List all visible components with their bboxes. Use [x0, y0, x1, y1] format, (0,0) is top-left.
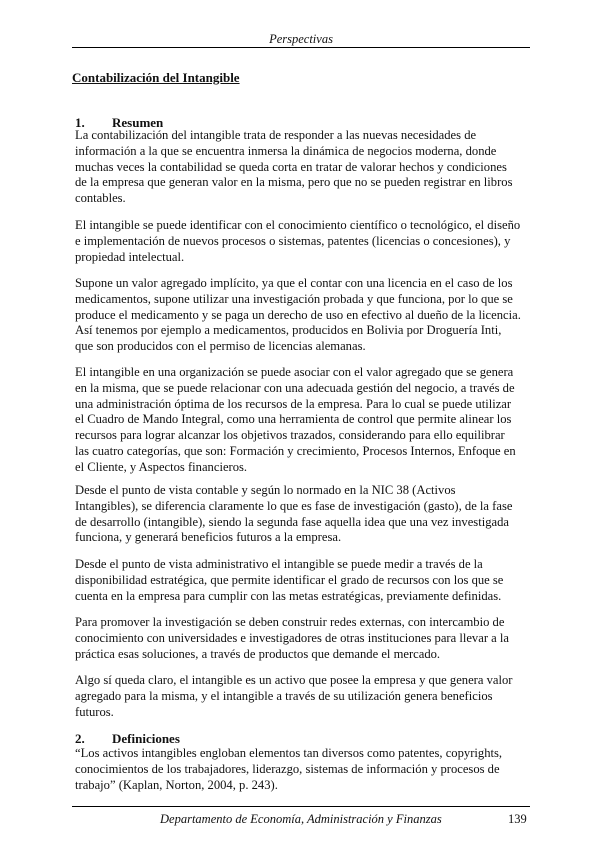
- section-number: 1.: [75, 115, 85, 130]
- paragraph-5: [75, 483, 512, 546]
- section-number: 2.: [75, 731, 85, 746]
- text-line: las cuatro categorías, que son: Formación y crecimiento, Procesos Internos, Enfoque en: [75, 443, 516, 458]
- paragraph-4: [75, 365, 516, 476]
- text-line: contables.: [75, 191, 126, 206]
- running-header: Perspectivas: [269, 32, 333, 46]
- text-line: de desarrollo (intangible), siendo la segunda fase aquella idea que una vez investigada: [75, 514, 509, 529]
- text-line: que son producidos con el permiso de licencias alemanas.: [75, 339, 366, 354]
- paragraph-8: [75, 673, 512, 720]
- text-line: de la empresa que generan valor en la misma, pero que no se pueden registrar en libros: [75, 175, 513, 190]
- text-line: información a la que se encuentra inmersa la dinámica de negocios moderna, donde: [75, 143, 497, 158]
- text-line: Así tenemos por ejemplo a medicamentos, producidos en Bolivia por Droguería Inti,: [75, 323, 502, 338]
- text-line: El intangible en una organización se puede asociar con el valor agregado que se genera: [75, 365, 514, 379]
- text-line: en la misma, que se puede relacionar con una adecuada gestión del negocio, a través de: [75, 380, 515, 395]
- text-line: “Los activos intangibles engloban elementos tan diversos como patentes, copyrights,: [75, 746, 503, 760]
- text-line: El intangible se puede identificar con el conocimiento científico o tecnológico, el diseño: [75, 218, 521, 232]
- footer-rule: [72, 806, 530, 807]
- text-line: trabajo” (Kaplan, Norton, 2004, p. 243).: [75, 777, 278, 792]
- text-line: una administración óptima de los recursos de la empresa. Para lo cual se puede utilizar: [75, 396, 512, 411]
- text-line: Supone un valor agregado implícito, ya que el contar con una licencia en el caso de los: [75, 276, 513, 290]
- page-number: 139: [508, 812, 527, 826]
- paragraph-7: [75, 615, 509, 662]
- section-title: Definiciones: [112, 731, 180, 746]
- text-line: La contabilización del intangible trata de responder a las nuevas necesidades de: [75, 128, 477, 142]
- text-line: Para promover la investigación se deben construir redes externas, con intercambio de: [75, 615, 505, 629]
- text-line: cuenta en la empresa para cumplir con las metas estratégicas, previamente definidas.: [75, 588, 502, 603]
- text-line: Algo sí queda claro, el intangible es un activo que posee la empresa y que genera valor: [75, 673, 513, 687]
- paragraph-quote: [75, 746, 502, 793]
- text-line: conocimientos de los trabajadores, liderazgo, sistemas de información y procesos de: [75, 761, 500, 776]
- text-line: el Cuadro de Mando Integral, como una herramienta de control que permite alinear los: [75, 412, 512, 427]
- paragraph-3: [75, 276, 521, 355]
- text-line: medicamentos, supone utilizar una investigación probada y que funciona, por lo que se: [75, 291, 513, 306]
- text-line: el Cliente, y Aspectos financieros.: [75, 459, 248, 474]
- text-line: agregado para la misma, y el intangible a través de su utilización genera beneficios: [75, 688, 493, 703]
- text-line: futuros.: [75, 704, 114, 719]
- text-line: práctica esas soluciones, a través de productos que demande el mercado.: [75, 646, 441, 661]
- text-line: funciona, y generará beneficios futuros a la empresa.: [75, 530, 342, 545]
- text-line: propiedad intelectual.: [75, 249, 185, 264]
- text-line: muchas veces la contabilidad se queda corta en tratar de valorar hechos y condiciones: [75, 159, 507, 174]
- text-line: Intangibles), se diferencia claramente lo que es fase de investigación (gasto), de la fase: [75, 498, 513, 513]
- text-line: e implementación de nuevos procesos o sistemas, patentes (licencias o concesiones), y: [75, 233, 511, 248]
- paragraph-6: [75, 557, 503, 604]
- text-line: disponibilidad estratégica, que permite identificar el grado de recursos con los que se: [75, 572, 504, 587]
- paragraph-1: [75, 128, 512, 207]
- section-title: Resumen: [112, 115, 164, 130]
- footer-department: Departamento de Economía, Administración y Finanzas: [160, 812, 442, 826]
- section-heading-definiciones: [75, 731, 180, 747]
- paragraph-2: [75, 218, 520, 265]
- text-line: recursos para lograr alcanzar los objetivos trazados, considerando para ello equilibrar: [75, 428, 505, 443]
- text-line: produce el medicamento y se paga un derecho de uso en efectivo al dueño de la licencia.: [75, 307, 521, 322]
- header-rule: [72, 47, 530, 48]
- text-line: Desde el punto de vista contable y según lo normado en la NIC 38 (Activos: [75, 483, 456, 497]
- text-line: Desde el punto de vista administrativo el intangible se puede medir a través de la: [75, 557, 483, 571]
- text-line: conocimiento con universidades e investigadores de otras instituciones para llevar a la: [75, 630, 509, 645]
- document-title: Contabilización del Intangible: [72, 70, 240, 85]
